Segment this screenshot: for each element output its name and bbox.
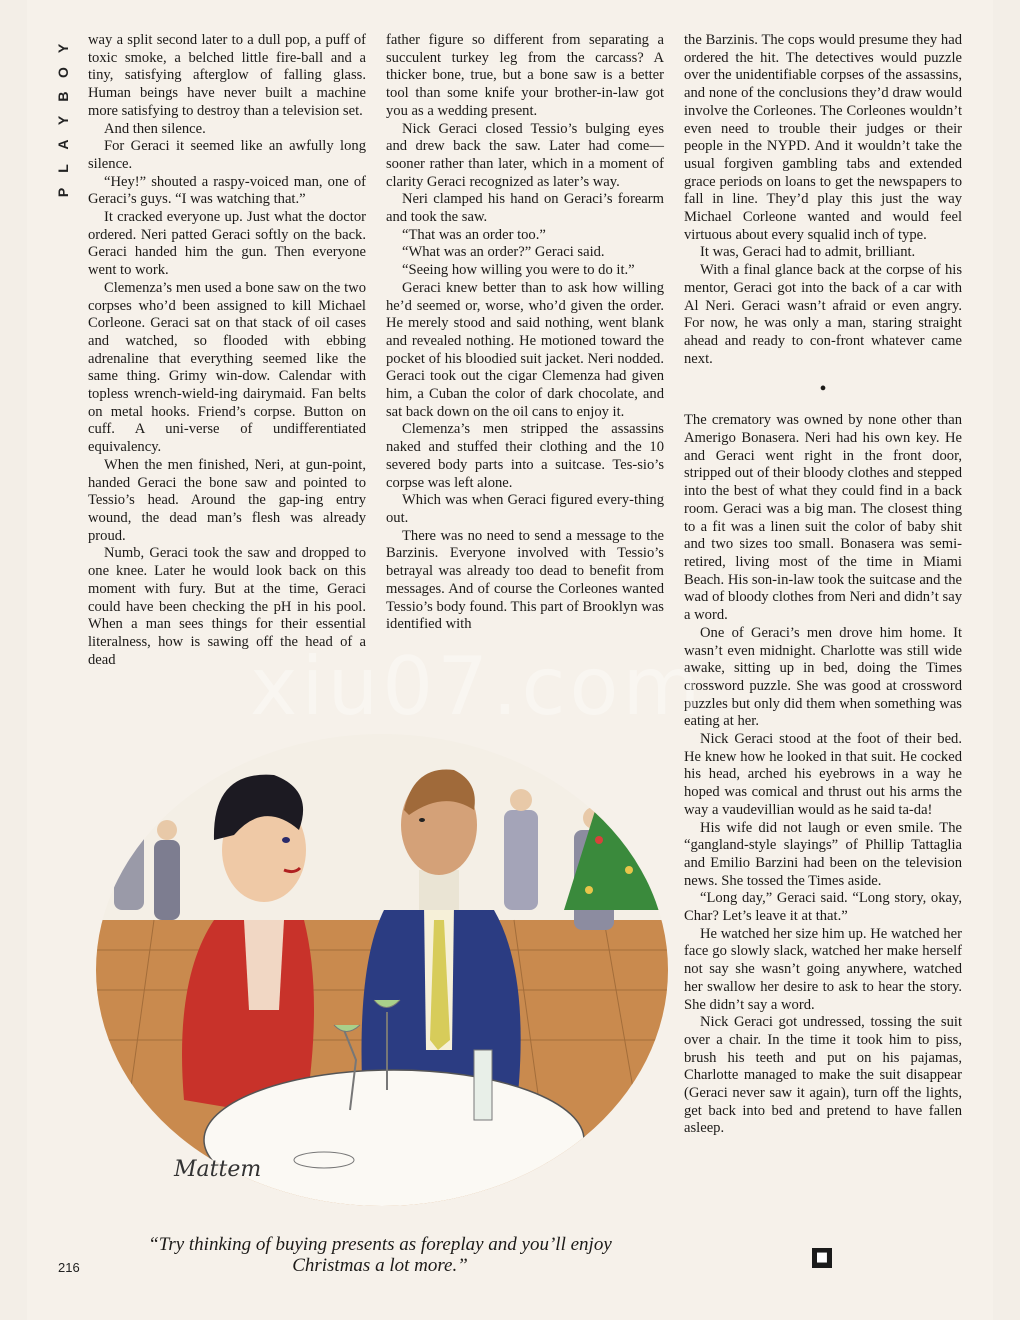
paragraph: way a split second later to a dull pop, a puff of toxic smoke, a belched little fire-ball and a tiny, satisfying afterglow of falling glass. Human beings have never built a machine more satisfying to destroy than a television set. — [88, 32, 366, 119]
paragraph: One of Geraci’s men drove him home. It wasn’t even midnight. Charlotte was still wide awake, sitting up in bed, doing the Times crossword puzzle. She was good at crossword puzzles but only did them when something was eating at her. — [684, 624, 962, 730]
caption-line: “Try thinking of buying presents as foreplay and you’ll enjoy — [148, 1234, 612, 1255]
caption-line: Christmas a lot more.” — [292, 1255, 468, 1276]
paragraph: Nick Geraci closed Tessio’s bulging eyes and drew back the saw. Later had come—sooner rather than later, which in a moment of clarity Geraci recognized as later’s way. — [386, 120, 664, 190]
paragraph: With a final glance back at the corpse of his mentor, Geraci got into the back of a car with Al Neri. Geraci wasn’t afraid or even angry. For now, he was only a man, staring straight ahead and ready to con-front whatever came next. — [684, 262, 962, 367]
paragraph: Neri clamped his hand on Geraci’s forearm and took the saw. — [386, 191, 664, 226]
paragraph: Nick Geraci stood at the foot of their bed. He knew how he looked in that suit. He cocked his head, arched his eyebrows in a way he hoped was comical and thrust out his arms the way a vaudevillian would as he said ta-da! — [684, 731, 962, 818]
paragraph: Numb, Geraci took the saw and dropped to one knee. Later he would look back on this moment with fury. But at the time, Geraci could have been checking the pH in his pool. When a man sees things for their essential literalness, how is sawing off the head of a dead — [88, 545, 366, 668]
cartoon-illustration — [94, 720, 670, 1210]
text-column-3 — [684, 32, 962, 1138]
paragraph: For Geraci it seemed like an awfully long silence. — [88, 138, 366, 172]
logo-letter: P — [55, 186, 71, 198]
logo-letter: B — [55, 90, 71, 102]
paragraph: The crematory was owned by none other than Amerigo Bonasera. Neri had his own key. He and Geraci went right in the front door, stripped out of their bloody clothes and stepped into the best of what they could find in a back room. Geraci was a big man. The closest thing to a fit was a linen suit the color of baby shit and two sizes too small. Bonasera was semi-retired, living most of the time in Miami Beach. His son-in-law took the suitcase and the wad of bloody clothes from Neri and didn’t say a word. — [684, 412, 962, 624]
logo-letter: Y — [55, 42, 71, 54]
paragraph: It cracked everyone up. Just what the doctor ordered. Neri patted Geraci softly on the back. Geraci handed him the gun. Then everyone went to work. — [88, 209, 366, 279]
paragraph: “Seeing how willing you were to do it.” — [402, 262, 635, 279]
paragraph: the Barzinis. The cops would presume they had ordered the hit. The detectives would puzzle over the unidentifiable corpses of the assassins, and none of the conclusions they’d draw would involve the Corleones. The Corleones wouldn’t even need to trouble their judges or their people in the NYPD. And it wouldn’t take the usual forgiven gambling tabs and extended grace periods on loans to get the newspapers to fall in line. They’d play this just the way Michael Corleone wanted and would feel virtuous about every squalid inch of type. — [684, 32, 962, 243]
paragraph: Clemenza’s men used a bone saw on the two corpses who’d been assigned to kill Michael Corleone. Geraci sat on that stack of oil cases and watched, so flooded with ebbing adrenaline that everything seemed like the same thing. Grimy win-dow. Calendar with topless wrench-wield-ing dairymaid. Fan belts on metal hooks. Friend’s corpse. Button on cuff. A uni-verse of undifferentiated equivalency. — [88, 279, 366, 456]
logo-letter: A — [55, 138, 71, 150]
paragraph: Nick Geraci got undressed, tossing the suit over a chair. In the time it took him to piss, brush his teeth and put on his pajamas, Charlotte managed to make the suit disappear (Geraci never saw it again), turn off the lights, get back into bed and pretend to have fallen asleep. — [684, 1014, 962, 1137]
paragraph: Which was when Geraci figured every-thing out. — [386, 492, 664, 526]
rabbit-end-mark-icon: ■ — [812, 1248, 832, 1268]
paragraph: Clemenza’s men stripped the assassins naked and stuffed their clothing and the 10 severed body parts into a suitcase. Tes-sio’s corpse was left alone. — [386, 421, 664, 491]
cartoon-signature: Mattem — [174, 1157, 262, 1182]
paragraph: And then silence. — [104, 120, 206, 137]
paragraph: Geraci knew better than to ask how willing he’d seemed or, worse, who’d given the order. He merely stood and said nothing, went blank and revealed nothing. He motioned toward the pocket of his bloodied suit jacket. Neri nodded. Geraci took out the cigar Clemenza had given him, a Cuban the color of dark chocolate, and sat back down on the oil cans to enjoy it. — [386, 279, 664, 420]
magazine-side-logo — [54, 36, 72, 204]
paragraph: His wife did not laugh or even smile. The “gangland-style slayings” of Phillip Tattaglia and Emilio Barzini had been on the television news. She tossed the Times aside. — [684, 819, 962, 889]
paragraph: “Long day,” Geraci said. “Long story, okay, Char? Let’s leave it at that.” — [684, 890, 962, 925]
logo-letter: L — [55, 163, 71, 173]
site-watermark: xiu07.com — [250, 640, 705, 733]
paragraph: “Hey!” shouted a raspy-voiced man, one of Geraci’s guys. “I was watching that.” — [88, 173, 366, 208]
paragraph: “That was an order too.” — [402, 226, 546, 243]
paragraph: When the men finished, Neri, at gun-point, handed Geraci the bone saw and pointed to Tessio’s head. Around the gap-ing entry wound, the dead man’s flesh was already proud. — [88, 456, 366, 544]
logo-letter: O — [55, 66, 71, 78]
cartoon-caption — [110, 1234, 650, 1276]
paragraph: “What was an order?” Geraci said. — [402, 244, 605, 261]
paragraph: There was no need to send a message to the Barzinis. Everyone involved with Tessio’s betrayal was already too dead to benefit from messages. And of course the Corleones wanted Tessio’s body found. This part of Brooklyn was identified with — [386, 527, 664, 633]
page-number: 216 — [58, 1260, 80, 1275]
logo-letter: Y — [55, 114, 71, 126]
paragraph: He watched her size him up. He watched her face go slowly slack, watched her make herself not say she wasn’t going anywhere, watched her swallow her desire to ask to hear the story. She didn’t say a word. — [684, 925, 962, 1013]
text-column-1 — [88, 32, 366, 669]
section-break-bullet: • — [819, 378, 827, 401]
paragraph: It was, Geraci had to admit, brilliant. — [700, 244, 916, 261]
paragraph: father figure so different from separating a succulent turkey leg from the carcass? A thicker bone, true, but a bone saw is a better tool than some knife your brother-in-law got you as a wedding present. — [386, 32, 664, 119]
text-column-2 — [386, 32, 664, 634]
